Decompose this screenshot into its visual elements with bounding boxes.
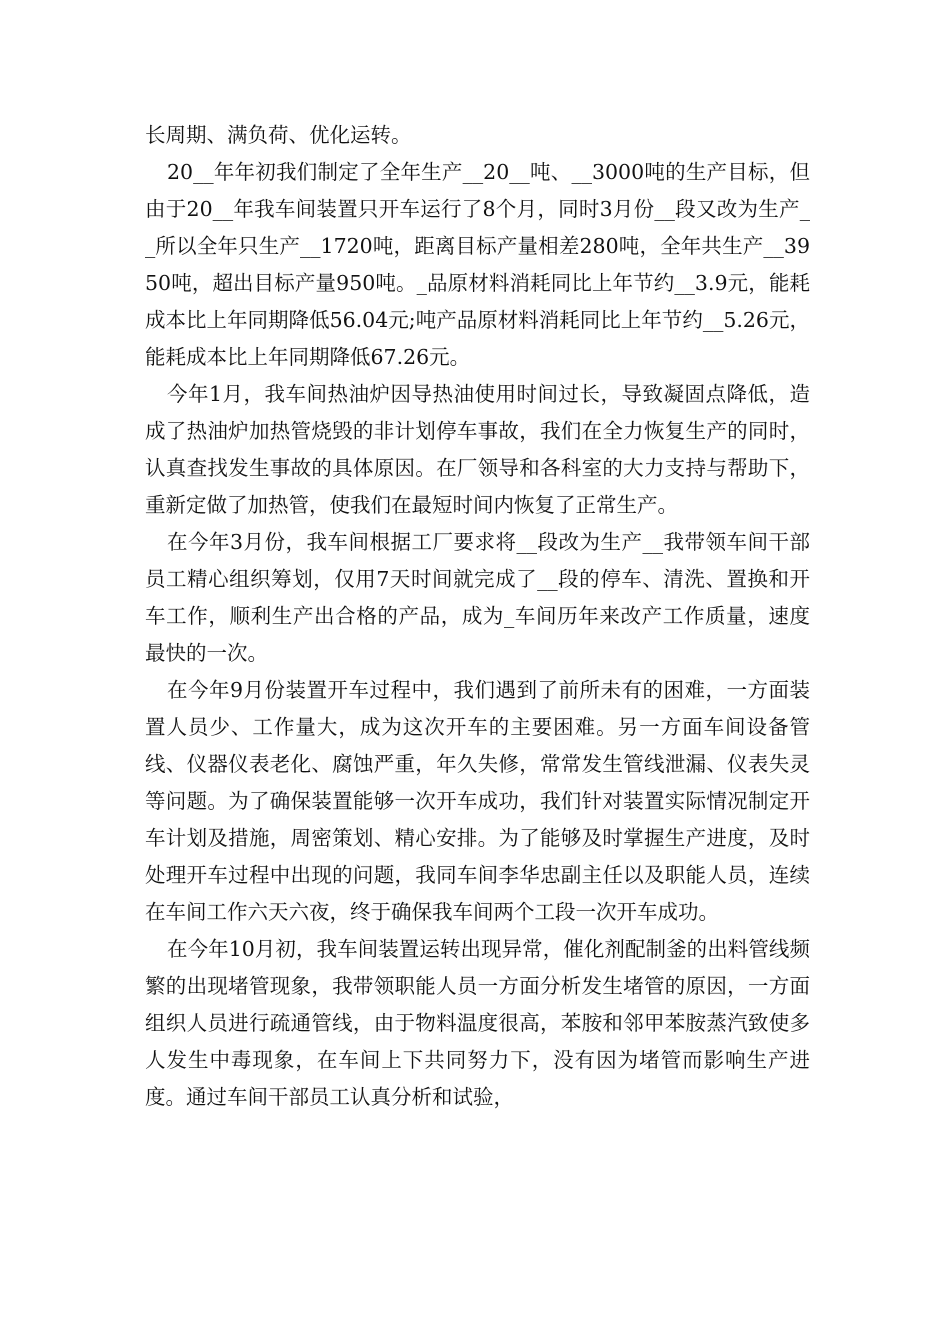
paragraph-october-blockage: 在今年10月初，我车间装置运转出现异常，催化剂配制釜的出料管线频繁的出现堵管现象，我带领职能人员一方面分析发生堵管的原因，一方面组织人员进行疏通管线，由于物料温度很高，苯胺和邻甲苯胺蒸汽致使多人发生中毒现象，在车间上下共同努力下，没有因为堵管而影响生产进度。通过车间干部员工认真分析和试验， (145, 937, 810, 1109)
paragraph-march-conversion: 在今年3月份，我车间根据工厂要求将__段改为生产__我带领车间干部员工精心组织筹划，仅用7天时间就完成了__段的停车、清洗、置换和开车工作，顺利生产出合格的产品，成为_车间历年来改产工作质量，速度最快的一次。 (145, 530, 810, 665)
paragraph-january-incident: 今年1月，我车间热油炉因导热油使用时间过长，导致凝固点降低，造成了热油炉加热管烧毁的非计划停车事故，我们在全力恢复生产的同时，认真查找发生事故的具体原因。在厂领导和各科室的大力支持与帮助下，重新定做了加热管，使我们在最短时间内恢复了正常生产。 (145, 382, 810, 517)
document-body (145, 117, 810, 1116)
paragraph-september-startup: 在今年9月份装置开车过程中，我们遇到了前所未有的困难，一方面装置人员少、工作量大，成为这次开车的主要困难。另一方面车间设备管线、仪器仪表老化、腐蚀严重，年久失修，常常发生管线泄漏、仪表失灵等问题。为了确保装置能够一次开车成功，我们针对装置实际情况制定开车计划及措施，周密策划、精心安排。为了能够及时掌握生产进度，及时处理开车过程中出现的问题，我同车间李华忠副主任以及职能人员，连续在车间工作六天六夜，终于确保我车间两个工段一次开车成功。 (145, 678, 810, 924)
paragraph-production-targets: 20__年年初我们制定了全年生产__20__吨、__3000吨的生产目标，但由于20__年我车间装置只开车运行了8个月，同时3月份__段又改为生产__所以全年只生产__1720吨，距离目标产量相差280吨，全年共生产__3950吨，超出目标产量950吨。_品原材料消耗同比上年节约__3.9元，能耗成本比上年同期降低56.04元;吨产品原材料消耗同比上年节约__5.26元，能耗成本比上年同期降低67.26元。 (145, 160, 810, 369)
paragraph-continuation: 长周期、满负荷、优化运转。 (145, 123, 412, 147)
